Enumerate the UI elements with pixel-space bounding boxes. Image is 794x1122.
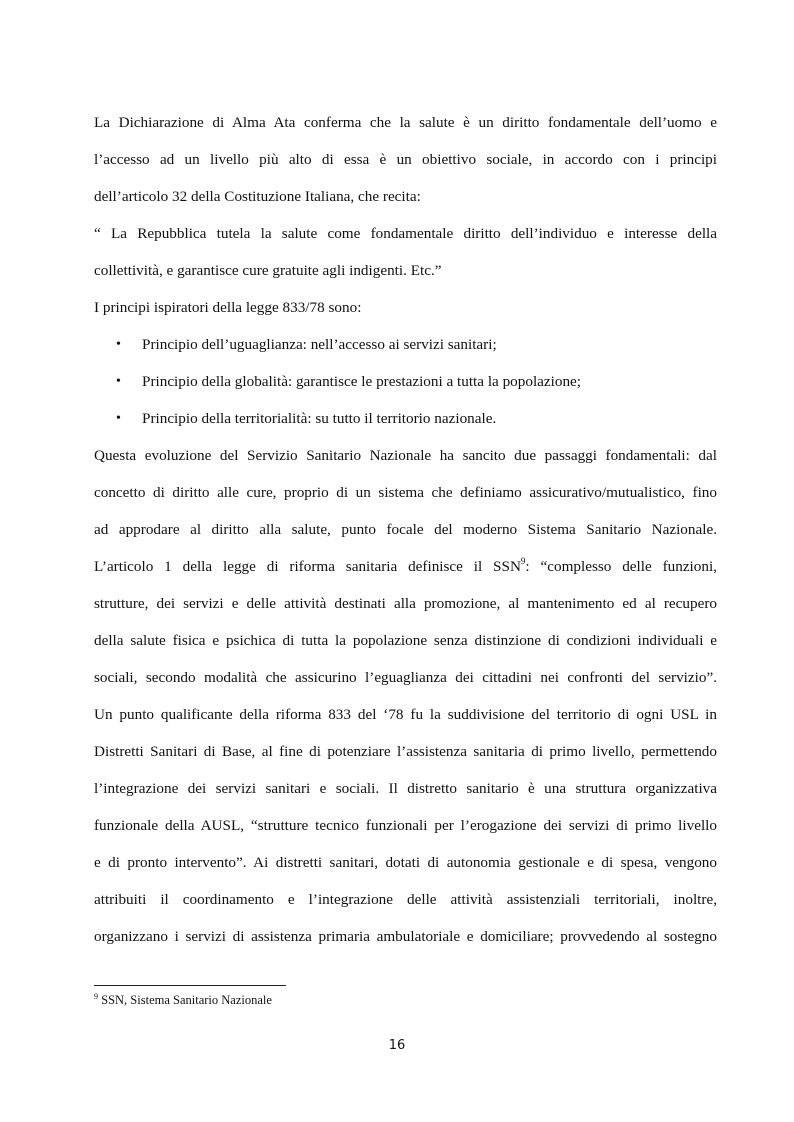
bullet-text: Principio della globalità: garantisce le prestazioni a tutta la popolazione; [142,373,582,390]
bullet-icon: • [116,374,121,389]
text-line: strutture, dei servizi e delle attività destinati alla promozione, al mantenimento ed al recupero [94,595,717,612]
bullet-item [94,363,717,400]
text-line: Distretti Sanitari di Base, al fine di potenziare l’assistenza sanitaria di primo livello, permettendo [94,743,717,760]
text-line-with-footnote-ref [94,548,717,585]
text-line: Questa evoluzione del Servizio Sanitario Nazionale ha sancito due passaggi fondamentali: dal [94,447,717,464]
footnote-divider [94,985,286,986]
document-body [94,104,717,955]
text-line: funzionale della AUSL, “strutture tecnico funzionali per l’erogazione dei servizi di primo livello [94,817,717,834]
ssn-line-after: : “complesso delle funzioni, [525,558,717,575]
text-line: l’integrazione dei servizi sanitari e sociali. Il distretto sanitario è una struttura organizzativa [94,780,717,797]
bullet-icon: • [116,411,121,426]
text-line: “ La Repubblica tutela la salute come fondamentale diritto dell’individuo e interesse della [94,225,717,242]
page-number: 16 [388,1038,406,1053]
text-line: Un punto qualificante della riforma 833 del ‘78 fu la suddivisione del territorio di ogni USL in [94,706,717,723]
text-line: concetto di diritto alle cure, proprio di un sistema che definiamo assicurativo/mutualistico, fino [94,484,717,501]
bullet-icon: • [116,337,121,352]
bullet-text: Principio della territorialità: su tutto il territorio nazionale. [142,410,497,427]
footnote [94,992,272,1008]
footnote-text: SSN, Sistema Sanitario Nazionale [98,993,272,1007]
text-line: I principi ispiratori della legge 833/78 sono: [94,299,362,316]
text-line: La Dichiarazione di Alma Ata conferma che la salute è un diritto fondamentale dell’uomo e [94,114,717,131]
bullet-item [94,326,717,363]
text-line: organizzano i servizi di assistenza primaria ambulatoriale e domiciliare; provvedendo al sostegno [94,928,717,945]
text-line: ad approdare al diritto alla salute, punto focale del moderno Sistema Sanitario Nazionale. [94,521,717,538]
text-line: dell’articolo 32 della Costituzione Italiana, che recita: [94,188,421,205]
text-line: l’accesso ad un livello più alto di essa è un obiettivo sociale, in accordo con i principi [94,151,717,168]
footnote-number: 9 [94,992,98,1001]
bullet-item [94,400,717,437]
footnote-ref[interactable]: 9 [520,556,526,566]
bullet-text: Principio dell’uguaglianza: nell’accesso ai servizi sanitari; [142,336,497,353]
text-line: collettività, e garantisce cure gratuite agli indigenti. Etc.” [94,262,442,279]
text-line: sociali, secondo modalità che assicurino l’eguaglianza dei cittadini nei confronti del servizio”. [94,669,717,686]
text-line: attribuiti il coordinamento e l’integrazione delle attività assistenziali territoriali, inoltre, [94,891,717,908]
text-line: e di pronto intervento”. Ai distretti sanitari, dotati di autonomia gestionale e di spesa, vengono [94,854,717,871]
text-line: della salute fisica e psichica di tutta la popolazione senza distinzione di condizioni individuali e [94,632,717,649]
ssn-line-before: L’articolo 1 della legge di riforma sanitaria definisce il SSN [94,558,521,575]
